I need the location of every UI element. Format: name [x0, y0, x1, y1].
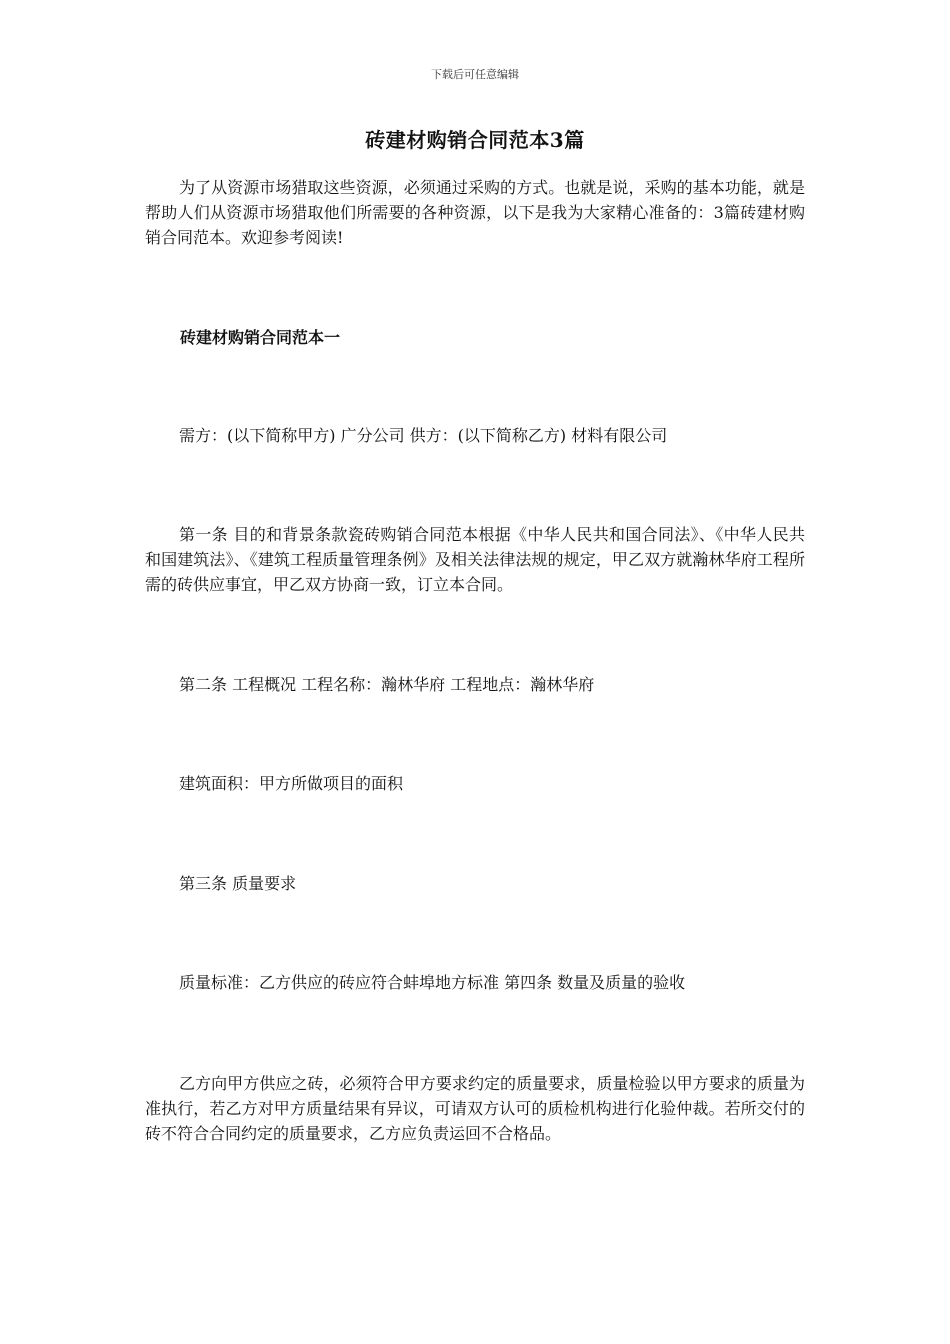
- building-area-paragraph: 建筑面积：甲方所做项目的面积: [179, 774, 404, 793]
- quality-standard-paragraph: 质量标准：乙方供应的砖应符合蚌埠地方标准 第四条 数量及质量的验收: [179, 973, 686, 992]
- parties-paragraph: 需方：(以下简称甲方) 广分公司 供方：(以下简称乙方) 材料有限公司: [179, 426, 668, 445]
- section-heading: 砖建材购销合同范本一: [180, 328, 341, 347]
- intro-paragraph: 为了从资源市场猎取这些资源，必须通过采购的方式。也就是说，采购的基本功能，就是帮助人们从资源市场猎取他们所需要的各种资源，以下是我为大家精心准备的：3篇砖建材购销合同范本。欢迎参考阅读!: [145, 178, 805, 247]
- header-note: 下载后可任意编辑: [431, 68, 519, 81]
- article-three-paragraph: 第三条 质量要求: [179, 874, 297, 893]
- article-two-paragraph: 第二条 工程概况 工程名称：瀚林华府 工程地点：瀚林华府: [179, 675, 595, 694]
- supply-quality-paragraph: 乙方向甲方供应之砖，必须符合甲方要求约定的质量要求，质量检验以甲方要求的质量为准执行，若乙方对甲方质量结果有异议，可请双方认可的质检机构进行化验仲裁。若所交付的砖不符合合同约定的质量要求，乙方应负责运回不合格品。: [145, 1074, 805, 1143]
- article-one-paragraph: 第一条 目的和背景条款瓷砖购销合同范本根据《中华人民共和国合同法》、《中华人民共和国建筑法》、《建筑工程质量管理条例》及相关法律法规的规定，甲乙双方就瀚林华府工程所需的砖供应事宜，甲乙双方协商一致，订立本合同。: [145, 525, 805, 594]
- document-title: 砖建材购销合同范本3篇: [365, 128, 585, 152]
